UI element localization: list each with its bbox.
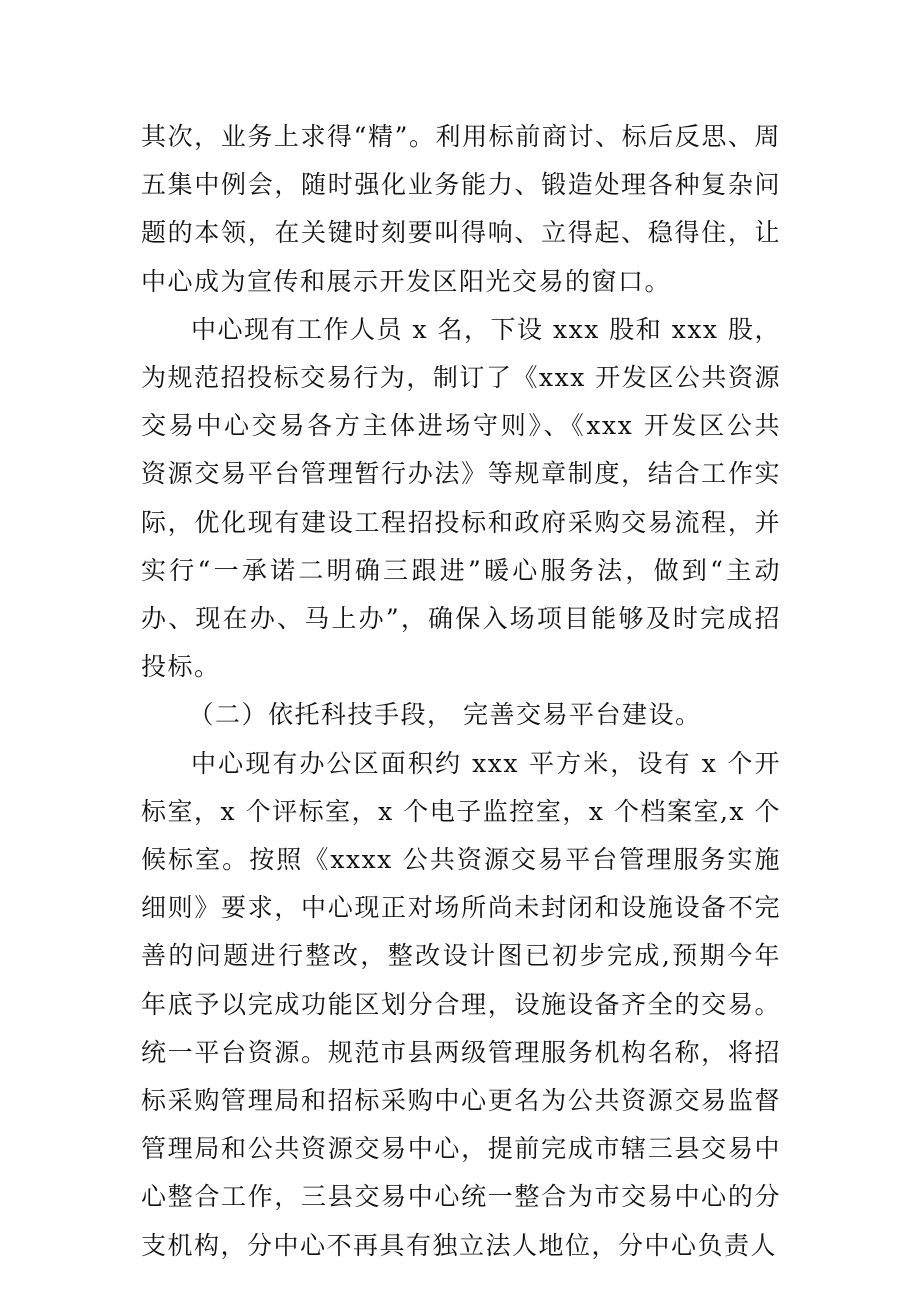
paragraph-staff-and-rules: 中心现有工作人员 x 名，下设 xxx 股和 xxx 股，为规范招投标交易行为，制订了《xxx 开发区公共资源交易中心交易各方主体进场守则》、《xxx 开发区公共资源交易平台管理暂行办法》等规章制度，结合工作实际，优化现有建设工程招投标和政府采购交易流程，并实行“一承诺二明确三跟进”暖心服务法，做到“主动办、现在办、马上办”，确保入场项目能够及时完成招投标。 [141, 314, 781, 682]
paragraph-office-facilities: 中心现有办公区面积约 xxx 平方米，设有 x 个开标室，x 个评标室，x 个电子监控室，x 个档案室,x 个候标室。按照《xxxx 公共资源交易平台管理服务实施细则》要求，中心现正对场所尚未封闭和设施设备不完善的问题进行整改，整改设计图已初步完成,预期今年年底予以完成功能区划分合理，设施设备齐全的交易。统一平台资源。规范市县两级管理服务机构名称，将招标采购管理局和招标采购中心更名为公共资源交易监督管理局和公共资源交易中心，提前完成市辖三县交易中心整合工作，三县交易中心统一整合为市交易中心的分支机构，分中心不再具有独立法人地位，分中心负责人 [141, 748, 781, 1260]
paragraph-business-precision: 其次，业务上求得“精”。利用标前商讨、标后反思、周五集中例会，随时强化业务能力、锻造处理各种复杂问题的本领，在关键时刻要叫得响、立得起、稳得住，让中心成为宣传和展示开发区阳光交易的窗口。 [141, 122, 781, 296]
section-heading-platform: （二）依托科技手段， 完善交易平台建设。 [188, 700, 702, 730]
document-body [141, 113, 781, 1270]
